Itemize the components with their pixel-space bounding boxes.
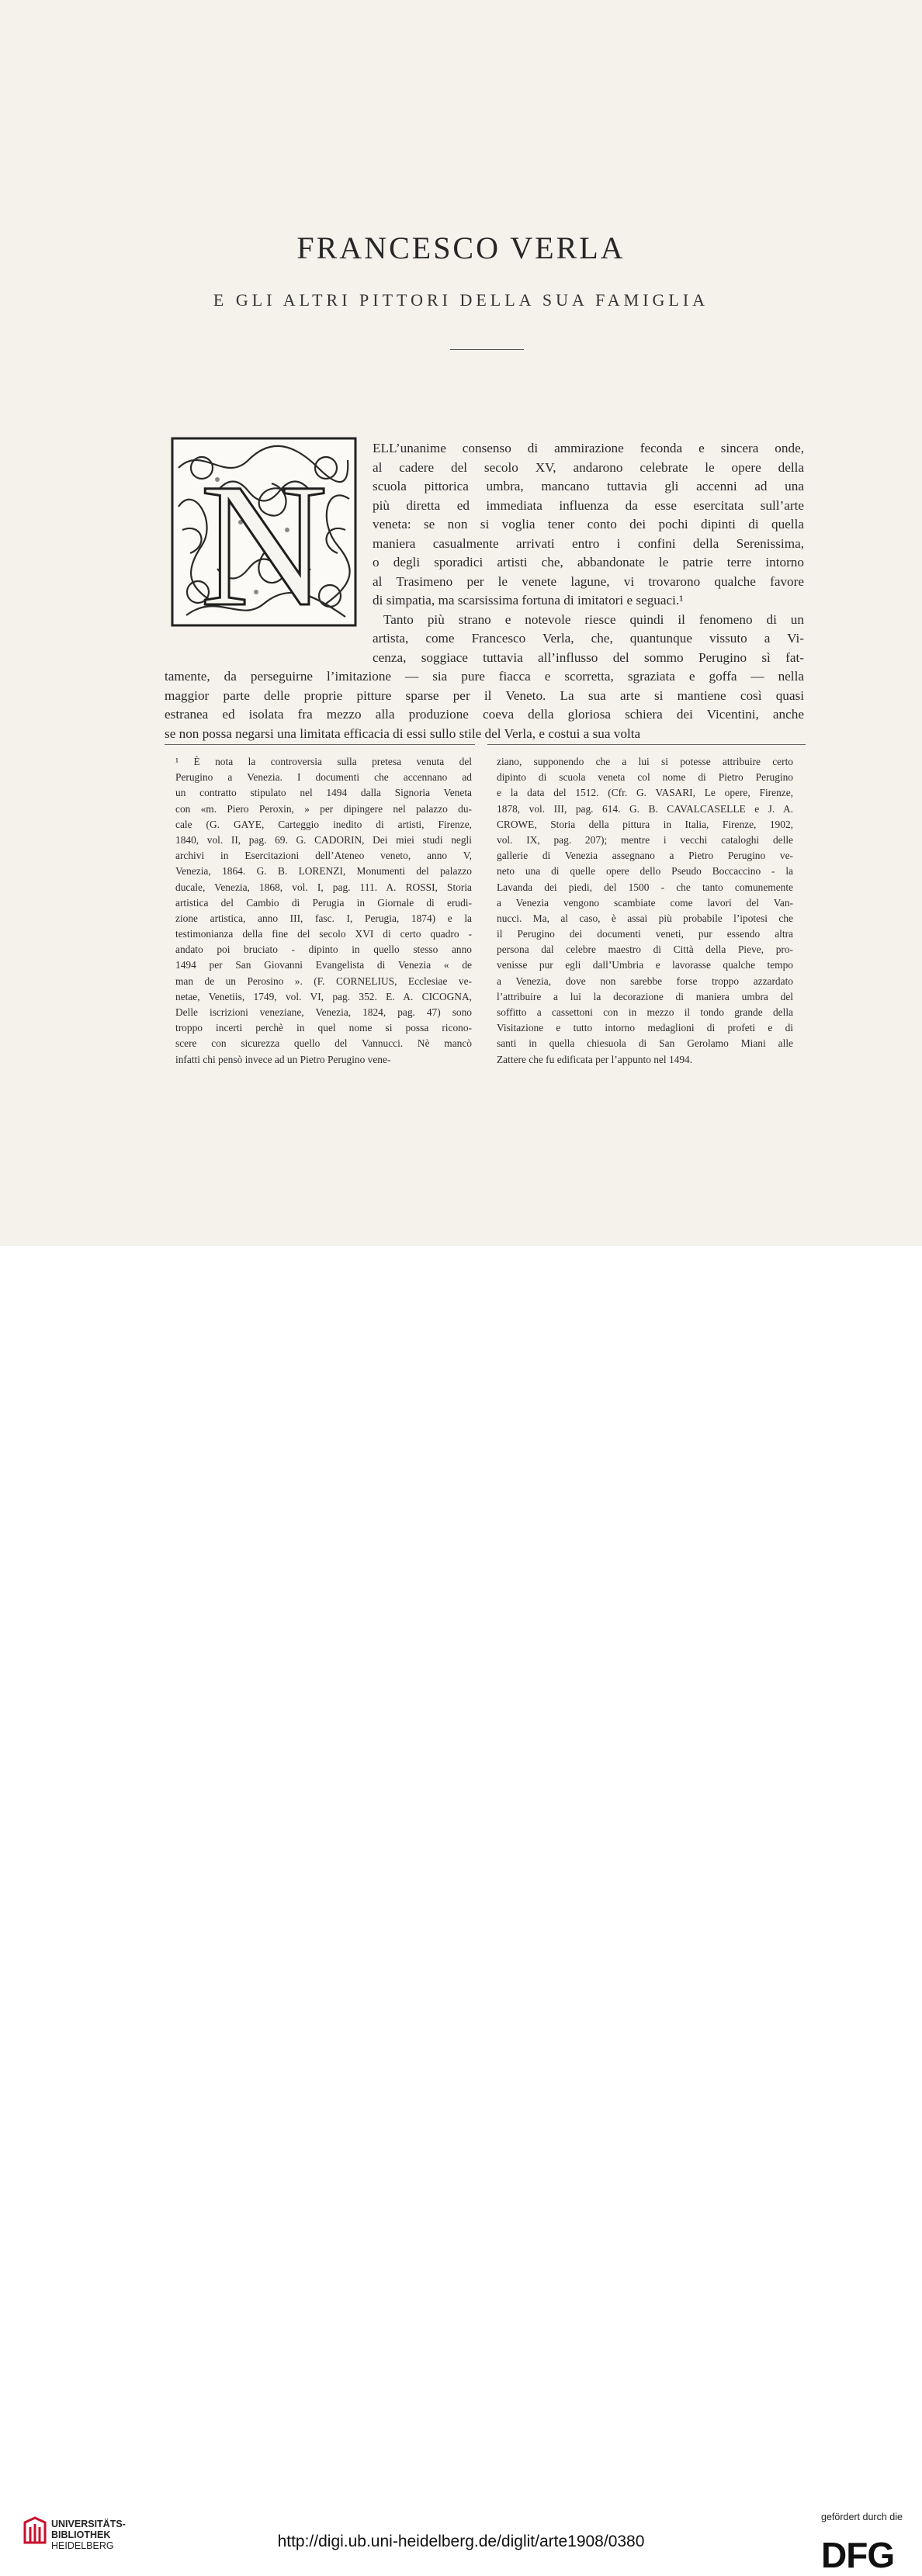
body-line: al Trasimeno per le venete lagune, vi trovarono qualche favore <box>373 573 804 589</box>
footnote-line: man de un Perosino ». (F. CORNELIUS, Ecclesiae ve- <box>175 975 472 987</box>
footnote-line: scere con sicurezza quello del Vannucci. Nè mancò <box>175 1037 472 1050</box>
footnote-line: infatti chi pensò invece ad un Pietro Perugino vene- <box>175 1053 391 1065</box>
footnote-line: gallerie di Venezia assegnano a Pietro Perugino ve- <box>497 850 793 862</box>
article-subtitle: E GLI ALTRI PITTORI DELLA SUA FAMIGLIA <box>213 290 709 310</box>
footnote-rule-right <box>487 744 806 745</box>
body-line: maniera casualmente arrivati entro i confini della Serenissima, <box>373 535 804 551</box>
body-line: di simpatia, ma scarsissima fortuna di imitatori e seguaci.¹ <box>373 593 684 608</box>
body-line: veneta: se non si voglia tener conto dei pochi dipinti di quella <box>373 517 804 531</box>
body-line: cenza, soggiace tuttavia all’influsso del sommo Perugino sì fat- <box>373 649 804 665</box>
title-divider <box>450 349 524 350</box>
footnote-line: CROWE, Storia della pittura in Italia, Firenze, 1902, <box>497 818 793 830</box>
body-line: artista, come Francesco Verla, che, quantunque vissuto a Vi- <box>373 631 804 646</box>
footnote-line: persona dal celebre maestro di Città della Pieve, pro- <box>497 943 793 956</box>
footnote-line: vol. IX, pag. 207); mentre i vecchi cataloghi delle <box>497 833 793 846</box>
footnote-line: andato poi bruciato - dipinto in quello stesso anno <box>175 943 472 956</box>
body-line: maggior parte delle proprie pitture sparse per il Veneto. La sua arte si mantiene così quasi <box>165 687 804 703</box>
footnote-line: Venezia, 1864. G. B. LORENZI, Monumenti del palazzo <box>175 865 472 878</box>
footnote-line: Perugino a Venezia. I documenti che accennano ad <box>175 771 472 784</box>
dfg-logo[interactable]: DFG <box>821 2535 895 2575</box>
footnote-line: e la data del 1512. (Cfr. G. VASARI, Le opere, Firenze, <box>497 787 793 799</box>
body-line: più diretta ed immediata influenza da esse esercitata sull’arte <box>373 497 804 513</box>
footnote-line: 1878, vol. III, pag. 614. G. B. CAVALCASELLE e J. A. <box>497 802 793 815</box>
footnote-line: troppo incerti perchè in quel nome si possa ricono- <box>175 1022 472 1034</box>
body-line: scuola pittorica umbra, mancano tuttavia gli accenni ad una <box>373 479 804 493</box>
footnote-line: con «m. Piero Peroxin, » per dipingere nel palazzo du- <box>175 802 472 815</box>
footnote-rule-left <box>165 744 475 745</box>
body-line: estranea ed isolata fra mezzo alla produzione coeva della gloriosa schiera dei Vicentini, anche <box>165 707 804 722</box>
footnote-line: un contratto stipulato nel 1494 dalla Signoria Veneta <box>175 787 472 799</box>
footnote-line: ducale, Venezia, 1868, vol. I, pag. 111. A. ROSSI, Storia <box>175 881 472 893</box>
body-line: ELL’unanime consenso di ammirazione feconda e sincera onde, <box>373 441 804 455</box>
footnote-line: nucci. Ma, al caso, è assai più probabile l’ipotesi che <box>497 912 793 924</box>
page-url-link[interactable]: http://digi.ub.uni-heidelberg.de/diglit/arte1908/0380 <box>277 2533 645 2550</box>
body-line: o degli sporadici artisti che, abbandonate le patrie terre intorno <box>373 555 804 570</box>
scanned-page <box>0 0 922 1246</box>
footnote-right-column <box>497 754 793 1068</box>
footnote-line: Lavanda dei piedi, del 1500 - che tanto comunemente <box>497 881 793 893</box>
footnote-line: a Venezia, dove non sarebbe forse troppo azzardato <box>497 975 793 987</box>
footnote-line: santi in quella chiesuola di San Gerolamo Miani alle <box>497 1037 793 1050</box>
footnote-line: Visitazione e tutto intorno medaglioni di profeti e di <box>497 1022 793 1034</box>
footnote-line: dipinto di scuola veneta col nome di Pietro Perugino <box>497 771 793 784</box>
body-line: al cadere del secolo XV, andarono celebrate le opere della <box>373 459 804 475</box>
footnote-line: ¹ È nota la controversia sulla pretesa venuta del <box>175 756 472 767</box>
footnote-left-column <box>175 754 472 1068</box>
article-title: FRANCESCO VERLA <box>296 230 626 265</box>
body-line: Tanto più strano e notevole riesce quindi il fenomeno di un <box>383 611 804 627</box>
funding-caption: gefördert durch die <box>821 2512 903 2522</box>
footnote-line: 1840, vol. II, pag. 69. G. CADORIN, Dei miei studi negli <box>175 833 472 846</box>
body-line: tamente, da perseguirne l’imitazione — sia pure fiacca e scorretta, sgraziata e goffa — nella <box>165 669 804 684</box>
footnote-line: artistica del Cambio di Perugia in Giornale di erudi- <box>175 896 472 909</box>
footnote-line: venisse pur egli dall’Umbria e lavorasse qualche tempo <box>497 959 793 971</box>
footnote-line: archivi in Esercitazioni dell’Ateneo veneto, anno V, <box>175 850 472 862</box>
footnote-line: a Venezia vengono scambiate come lavori del Van- <box>497 896 793 909</box>
footnote-line: testimonianza della fine del secolo XVI di certo quadro - <box>175 928 472 940</box>
university-library-name[interactable]: UNIVERSITÄTS- BIBLIOTHEK HEIDELBERG <box>51 2519 126 2551</box>
footnote-line: 1494 per San Giovanni Evangelista di Venezia « de <box>175 959 472 971</box>
footnote-line: l’attribuire a lui la decorazione di maniera umbra del <box>497 990 793 1002</box>
footnote-line: Zattere che fu edificata per l’appunto nel 1494. <box>497 1053 693 1065</box>
footnote-line: il Perugino dei documenti veneti, pur essendo altra <box>497 928 793 940</box>
footnote-line: neto una di quelle opere dello Pseudo Boccaccino - la <box>497 865 793 878</box>
initial-letter: N <box>199 448 328 627</box>
body-line: se non possa negarsi una limitata efficacia di essi sullo stile del Verla, e costui a sua volta <box>165 725 641 741</box>
footnote-line: netae, Venetiis, 1749, vol. VI, pag. 352. E. A. CICOGNA, <box>175 990 472 1002</box>
footnote-line: cale (G. GAYE, Carteggio inedito di artisti, Firenze, <box>175 818 472 830</box>
body-text <box>165 439 804 743</box>
footnote-line: ziano, supponendo che a lui si potesse attribuire certo <box>497 756 793 767</box>
footnote-line: Delle iscrizioni veneziane, Venezia, 1824, pag. 47) sono <box>175 1006 472 1018</box>
viewer-footer <box>0 1246 922 2575</box>
footnote-line: soffitto a cassettoni con in mezzo il tondo grande della <box>497 1006 793 1018</box>
footnote-line: zione artistica, anno III, fasc. I, Perugia, 1874) e la <box>175 912 472 924</box>
